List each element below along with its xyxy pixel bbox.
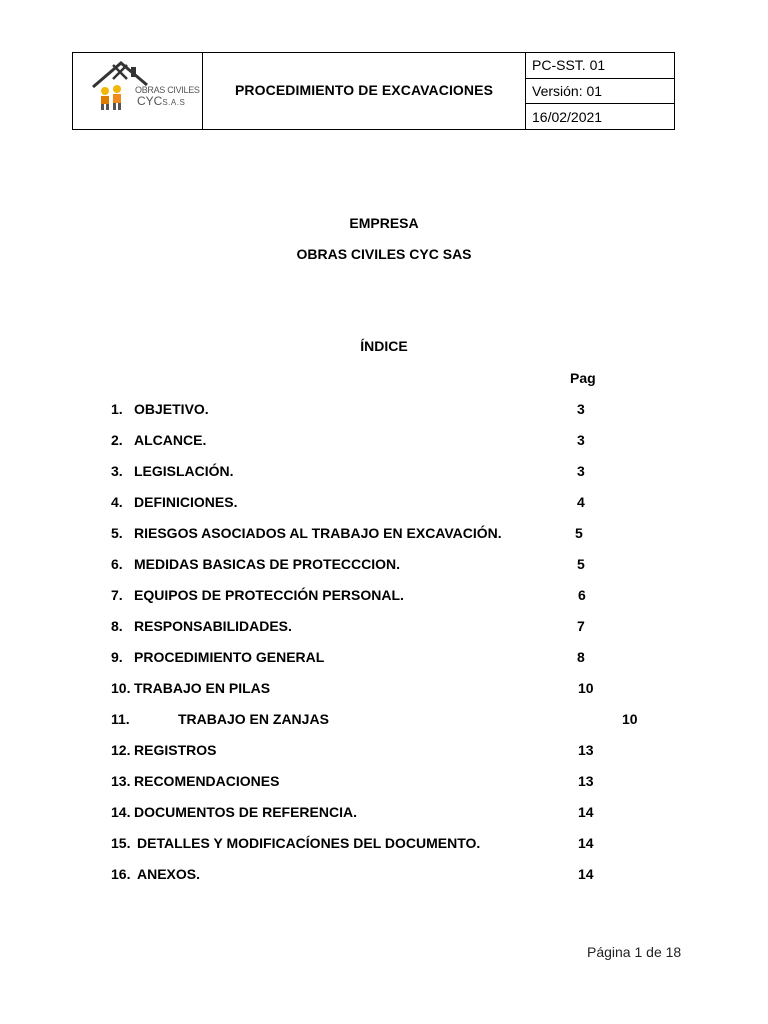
page-column-header: Pag bbox=[570, 370, 596, 386]
toc-page-number: 10 bbox=[578, 680, 594, 696]
toc-label: ALCANCE. bbox=[134, 432, 207, 448]
toc-label: REGISTROS bbox=[134, 742, 217, 758]
toc-page-number: 14 bbox=[578, 804, 594, 820]
toc-page-number: 13 bbox=[578, 773, 594, 789]
toc-page-number: 7 bbox=[577, 618, 585, 634]
toc-number: 13. bbox=[111, 773, 131, 789]
page-number-footer: Página 1 de 18 bbox=[587, 944, 682, 960]
toc-label: RIESGOS ASOCIADOS AL TRABAJO EN EXCAVACIÓN. bbox=[134, 525, 502, 541]
toc-page-number: 14 bbox=[578, 835, 594, 851]
toc-number: 2. bbox=[111, 432, 123, 448]
document-title: PROCEDIMIENTO DE EXCAVACIONES bbox=[203, 53, 526, 129]
toc-page-number: 4 bbox=[577, 494, 585, 510]
toc-number: 5. bbox=[111, 525, 123, 541]
logo-text-cyc: CYC bbox=[137, 94, 163, 108]
toc-number: 1. bbox=[111, 401, 123, 417]
toc-number: 9. bbox=[111, 649, 123, 665]
toc-page-number: 5 bbox=[575, 525, 583, 541]
toc-number: 16. bbox=[111, 866, 131, 882]
toc-number: 15. bbox=[111, 835, 131, 851]
toc-label: LEGISLACIÓN. bbox=[134, 463, 234, 479]
document-version: Versión: 01 bbox=[526, 79, 674, 105]
toc-number: 7. bbox=[111, 587, 123, 603]
document-meta bbox=[526, 53, 674, 129]
company-label: EMPRESA bbox=[349, 215, 419, 231]
toc-number: 8. bbox=[111, 618, 123, 634]
toc-label: TRABAJO EN PILAS bbox=[134, 680, 271, 696]
toc-page-number: 6 bbox=[578, 587, 586, 603]
toc-label: DETALLES Y MODIFICACÍONES DEL DOCUMENTO. bbox=[137, 835, 481, 851]
logo-text-sas: S.A.S bbox=[162, 98, 186, 107]
toc-number: 10. bbox=[111, 680, 131, 696]
toc-page-number: 14 bbox=[578, 866, 594, 882]
toc-page-number: 10 bbox=[622, 711, 638, 727]
document-header-table bbox=[72, 52, 675, 130]
toc-label: RECOMENDACIONES bbox=[134, 773, 280, 789]
toc-label: ANEXOS. bbox=[137, 866, 201, 882]
toc-page-number: 8 bbox=[577, 649, 585, 665]
toc-number: 11. bbox=[111, 711, 130, 727]
logo-text-line2 bbox=[137, 94, 185, 108]
toc-label: OBJETIVO. bbox=[134, 401, 209, 417]
toc-number: 6. bbox=[111, 556, 123, 572]
toc-label: EQUIPOS DE PROTECCIÓN PERSONAL. bbox=[134, 587, 404, 603]
toc-label: RESPONSABILIDADES. bbox=[134, 618, 292, 634]
toc-page-number: 3 bbox=[577, 463, 585, 479]
index-title: ÍNDICE bbox=[360, 338, 408, 354]
logo-text-line1: OBRAS CIVILES bbox=[135, 85, 200, 95]
document-code: PC-SST. 01 bbox=[526, 53, 674, 79]
toc-label: DOCUMENTOS DE REFERENCIA. bbox=[134, 804, 357, 820]
toc-label: MEDIDAS BASICAS DE PROTECCCION. bbox=[134, 556, 401, 572]
toc-label: DEFINICIONES. bbox=[134, 494, 238, 510]
toc-label: PROCEDIMIENTO GENERAL bbox=[134, 649, 325, 665]
company-name: OBRAS CIVILES CYC SAS bbox=[296, 246, 472, 262]
toc-page-number: 3 bbox=[577, 401, 585, 417]
toc-page-number: 13 bbox=[578, 742, 594, 758]
toc-number: 12. bbox=[111, 742, 131, 758]
toc-number: 4. bbox=[111, 494, 123, 510]
toc-number: 3. bbox=[111, 463, 123, 479]
toc-page-number: 3 bbox=[577, 432, 585, 448]
logo-cell bbox=[73, 53, 203, 129]
toc-label: TRABAJO EN ZANJAS bbox=[178, 711, 329, 727]
toc-number: 14. bbox=[111, 804, 131, 820]
toc-page-number: 5 bbox=[577, 556, 585, 572]
document-date: 16/02/2021 bbox=[532, 108, 603, 125]
